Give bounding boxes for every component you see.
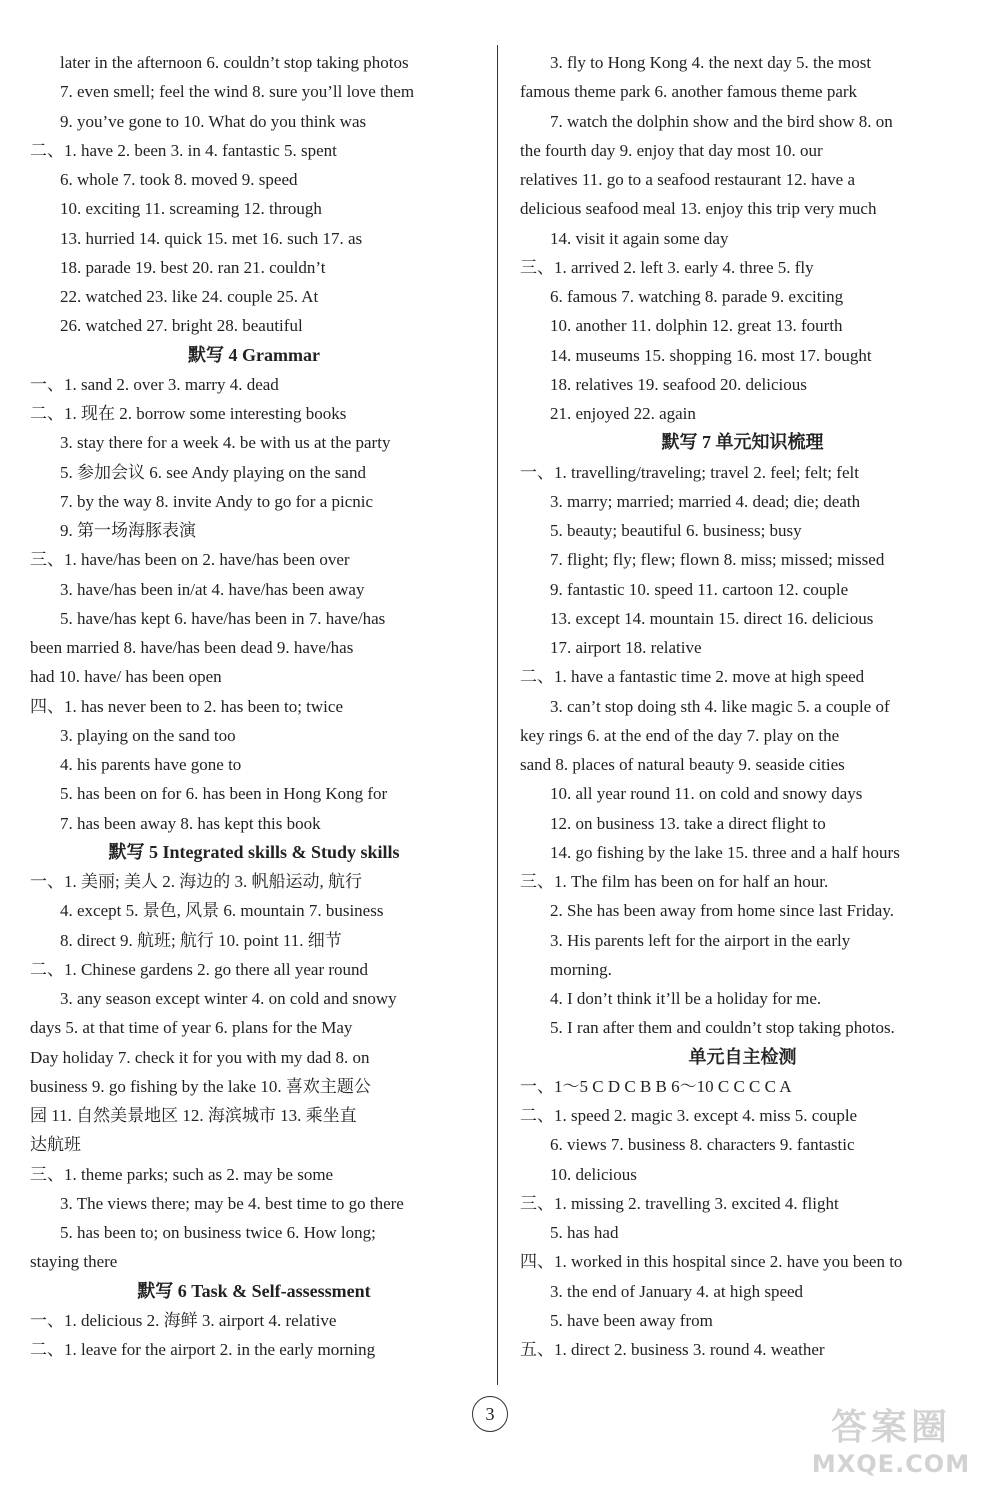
answer-line: 5. 参加会议 6. see Andy playing on the sand — [60, 462, 366, 482]
answer-line: 10. another 11. dolphin 12. great 13. fourth — [550, 316, 843, 336]
answer-line: 3. playing on the sand too — [60, 725, 236, 745]
answer-line: 3. His parents left for the airport in the early — [550, 930, 851, 950]
answer-line: 7. flight; fly; flew; flown 8. miss; missed; missed — [550, 550, 885, 570]
answer-line: 3. fly to Hong Kong 4. the next day 5. the most — [550, 53, 872, 72]
page-number: 3 — [472, 1396, 508, 1432]
answer-line: 6. famous 7. watching 8. parade 9. exciting — [550, 287, 844, 306]
answer-line: 9. fantastic 10. speed 11. cartoon 12. couple — [550, 579, 849, 599]
answer-line: 一、1. 美丽; 美人 2. 海边的 3. 帆船运动, 航行 — [30, 872, 362, 891]
answer-line: 5. have/has kept 6. have/has been in 7. have/has — [60, 608, 386, 628]
answer-line: 四、1. has never been to 2. has been to; twice — [30, 696, 343, 716]
answer-line: 二、1. speed 2. magic 3. except 4. miss 5. couple — [520, 1106, 858, 1125]
section-heading: 默写 6 Task & Self-assessment — [137, 1280, 371, 1301]
answer-line: 10. delicious — [550, 1164, 637, 1184]
left-column — [30, 48, 478, 1364]
column-divider — [497, 45, 498, 1385]
answer-line: 9. 第一场海豚表演 — [60, 521, 196, 540]
watermark-logo — [796, 1406, 986, 1482]
answer-line: staying there — [30, 1252, 118, 1272]
answer-line: 6. views 7. business 8. characters 9. fantastic — [550, 1135, 855, 1155]
answer-line: 二、1. leave for the airport 2. in the early morning — [30, 1340, 376, 1359]
answer-line: 3. The views there; may be 4. best time to go there — [60, 1193, 404, 1213]
answer-line: delicious seafood meal 13. enjoy this trip very much — [520, 199, 877, 219]
answer-line: 6. whole 7. took 8. moved 9. speed — [60, 170, 298, 189]
answer-line: 三、1. theme parks; such as 2. may be some — [30, 1164, 334, 1184]
answer-line: 4. I don’t think it’ll be a holiday for me. — [550, 989, 822, 1008]
answer-line: sand 8. places of natural beauty 9. seaside cities — [520, 755, 845, 774]
answer-line: the fourth day 9. enjoy that day most 10. our — [520, 140, 823, 160]
answer-line: 3. can’t stop doing sth 4. like magic 5. a couple of — [550, 696, 890, 716]
answer-line: 14. go fishing by the lake 15. three and a half hours — [550, 842, 900, 862]
right-column — [520, 48, 965, 1364]
answer-line: 一、1. sand 2. over 3. marry 4. dead — [30, 374, 279, 394]
answer-line: 3. marry; married; married 4. dead; die; death — [550, 491, 861, 511]
answer-line: 18. relatives 19. seafood 20. delicious — [550, 374, 807, 394]
answer-line: 9. you’ve gone to 10. What do you think was — [60, 111, 367, 131]
answer-line: 一、1. travelling/traveling; travel 2. feel; felt; felt — [520, 462, 859, 482]
answer-line: 二、1. have a fantastic time 2. move at high speed — [520, 667, 865, 687]
answer-line: key rings 6. at the end of the day 7. play on the — [520, 725, 840, 745]
answer-line: Day holiday 7. check it for you with my dad 8. on — [30, 1047, 370, 1067]
answer-line: 18. parade 19. best 20. ran 21. couldn’t — [60, 257, 326, 277]
answer-line: 7. watch the dolphin show and the bird show 8. on — [550, 111, 893, 131]
answer-line: been married 8. have/has been dead 9. have/has — [30, 638, 354, 657]
answer-line: 5. has been to; on business twice 6. How long; — [60, 1223, 376, 1242]
answer-line: 26. watched 27. bright 28. beautiful — [60, 316, 303, 336]
answer-line: 一、1. delicious 2. 海鲜 3. airport 4. relative — [30, 1310, 337, 1330]
answer-line: 三、1. arrived 2. left 3. early 4. three 5. fly — [520, 257, 814, 277]
answer-line: 10. all year round 11. on cold and snowy days — [550, 784, 863, 804]
answer-line: 8. direct 9. 航班; 航行 10. point 11. 细节 — [60, 930, 342, 950]
answer-line: 7. has been away 8. has kept this book — [60, 813, 321, 833]
answer-line: 7. even smell; feel the wind 8. sure you’ll love them — [60, 82, 415, 102]
answer-line: 3. have/has been in/at 4. have/has been away — [60, 579, 365, 599]
answer-line: 园 11. 自然美景地区 12. 海滨城市 13. 乘坐直 — [30, 1106, 357, 1125]
answer-line: 7. by the way 8. invite Andy to go for a picnic — [60, 491, 374, 511]
answer-line: 三、1. have/has been on 2. have/has been over — [30, 550, 350, 570]
answer-line: 二、1. 现在 2. borrow some interesting books — [30, 404, 347, 423]
answer-line: relatives 11. go to a seafood restaurant 12. have a — [520, 170, 855, 189]
answer-line: 22. watched 23. like 24. couple 25. At — [60, 287, 319, 306]
answer-line: 4. except 5. 景色, 风景 6. mountain 7. business — [60, 901, 384, 921]
answer-line: 五、1. direct 2. business 3. round 4. weather — [520, 1340, 825, 1359]
watermark-text: 答案圈 — [830, 1407, 951, 1448]
answer-line: 3. stay there for a week 4. be with us at the party — [60, 433, 391, 453]
section-heading: 单元自主检测 — [688, 1046, 797, 1067]
watermark-url: MXQE.COM — [811, 1450, 971, 1478]
answer-line: 三、1. missing 2. travelling 3. excited 4. flight — [520, 1193, 839, 1213]
answer-line: famous theme park 6. another famous theme park — [520, 82, 858, 102]
answer-line: had 10. have/ has been open — [30, 667, 222, 687]
section-heading: 默写 4 Grammar — [188, 344, 320, 365]
answer-line: 5. beauty; beautiful 6. business; busy — [550, 521, 802, 540]
answer-line: 二、1. Chinese gardens 2. go there all year round — [30, 959, 369, 979]
answer-line: 13. except 14. mountain 15. direct 16. delicious — [550, 608, 874, 628]
section-heading: 默写 5 Integrated skills & Study skills — [108, 841, 400, 862]
answer-line: business 9. go fishing by the lake 10. 喜欢主题公 — [30, 1076, 371, 1096]
answer-line: 5. have been away from — [550, 1310, 713, 1330]
answer-line: 5. has been on for 6. has been in Hong Kong for — [60, 784, 388, 804]
answer-line: later in the afternoon 6. couldn’t stop taking photos — [60, 53, 409, 72]
answer-line: 3. any season except winter 4. on cold and snowy — [60, 989, 397, 1008]
answer-line: 一、1～5 C D C B B 6～10 C C C C A — [520, 1076, 792, 1096]
section-heading: 默写 7 单元知识梳理 — [661, 432, 824, 453]
answer-line: 21. enjoyed 22. again — [550, 404, 696, 423]
answer-line: 12. on business 13. take a direct flight to — [550, 813, 826, 833]
answer-line: 10. exciting 11. screaming 12. through — [60, 199, 322, 219]
answer-line: 5. has had — [550, 1223, 619, 1242]
answer-line: 达航班 — [30, 1135, 81, 1155]
answer-line: 14. visit it again some day — [550, 228, 729, 248]
answer-line: 14. museums 15. shopping 16. most 17. bought — [550, 345, 872, 365]
answer-line: days 5. at that time of year 6. plans for the May — [30, 1018, 353, 1038]
answer-line: 二、1. have 2. been 3. in 4. fantastic 5. spent — [30, 140, 337, 160]
answer-line: 13. hurried 14. quick 15. met 16. such 17. as — [60, 228, 363, 248]
answer-line: 四、1. worked in this hospital since 2. have you been to — [520, 1252, 903, 1272]
answer-line: 3. the end of January 4. at high speed — [550, 1281, 804, 1301]
answer-line: morning. — [550, 959, 612, 979]
answer-line: 17. airport 18. relative — [550, 638, 702, 657]
answer-line: 5. I ran after them and couldn’t stop taking photos. — [550, 1018, 895, 1038]
answer-line: 2. She has been away from home since last Friday. — [550, 901, 895, 921]
answer-line: 三、1. The film has been on for half an hour. — [520, 872, 829, 891]
answer-line: 4. his parents have gone to — [60, 755, 242, 774]
